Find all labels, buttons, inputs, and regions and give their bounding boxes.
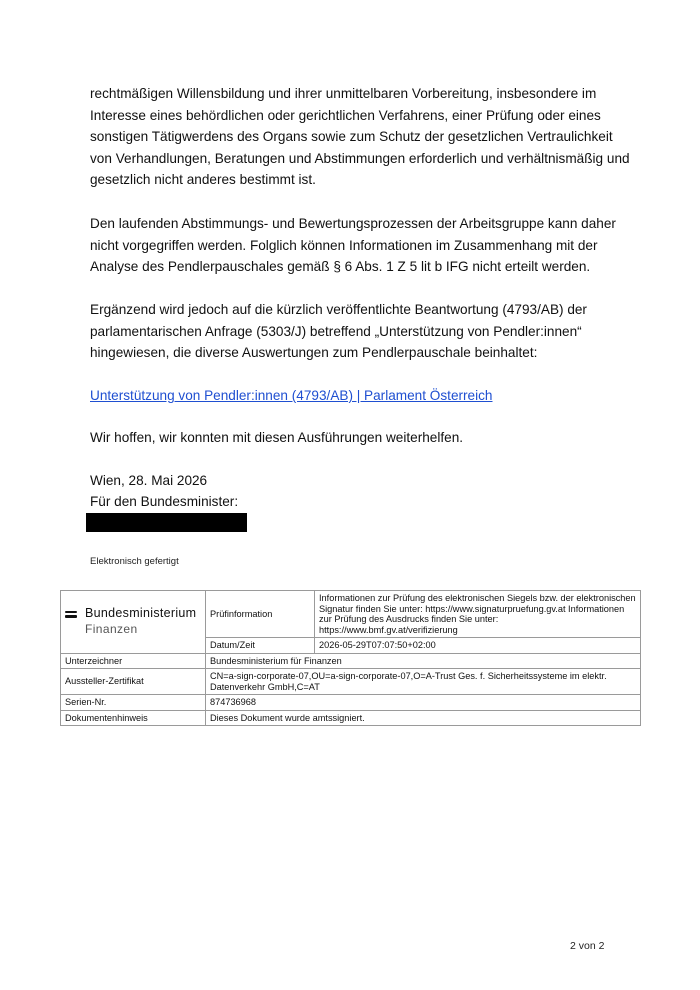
signature-table (60, 590, 641, 726)
table-value: Bundesministerium für Finanzen (206, 653, 641, 669)
table-row (61, 710, 641, 726)
table-value: CN=a-sign-corporate-07,OU=a-sign-corporate-07,O=A-Trust Ges. f. Sicherheitssysteme im elektr. Datenverkehr GmbH,C=AT (206, 669, 641, 695)
bmf-logo-mark-icon (65, 611, 77, 619)
logo-line-finance: Finanzen (85, 622, 138, 637)
paragraph-legal-basis: rechtmäßigen Willensbildung und ihrer unmittelbaren Vorbereitung, insbesondere im Interesse eines behördlichen oder gerichtlichen Verfahrens, einer Prüfung oder eines sonstigen Tätigwerdens des Organs sowie zum Schutz der gesetzlichen Vertraulichkeit von Verhandlungen, Beratungen und Abstimmungen erforderlich und verhältnismäßig und gesetzlich nicht anderes bestimmt ist. (90, 86, 630, 188)
page-number: 2 von 2 (570, 940, 605, 952)
table-value: Dieses Dokument wurde amtssigniert. (206, 710, 641, 726)
table-row (61, 669, 641, 695)
table-value: 874736968 (206, 695, 641, 711)
paragraph-working-group: Den laufenden Abstimmungs- und Bewertungsprozessen der Arbeitsgruppe kann daher nicht vorgegriffen werden. Folglich können Informationen im Zusammenhang mit der Analyse des Pendlerpauschales gemäß § 6 Abs. 1 Z 5 lit b IFG nicht erteilt werden. (90, 216, 616, 275)
table-label: Unterzeichner (61, 653, 206, 669)
logo-cell (61, 591, 206, 654)
electronic-signature-label: Elektronisch gefertigt (90, 556, 179, 567)
table-label: Serien-Nr. (61, 695, 206, 711)
table-label: Aussteller-Zertifikat (61, 669, 206, 695)
redacted-name-bar (86, 513, 247, 532)
table-label: Datum/Zeit (206, 638, 315, 654)
logo-line-ministry: Bundesministerium (85, 606, 197, 621)
paragraph-closing: Wir hoffen, wir konnten mit diesen Ausführungen weiterhelfen. (90, 430, 464, 445)
place-date: Wien, 28. Mai 2026 (90, 473, 208, 488)
signoff-line: Für den Bundesminister: (90, 494, 239, 509)
table-row (61, 591, 641, 638)
table-value: 2026-05-29T07:07:50+02:00 (315, 638, 641, 654)
paragraph-reference: Ergänzend wird jedoch auf die kürzlich veröffentlichte Beantwortung (4793/AB) der parlamentarischen Anfrage (5303/J) betreffend „Unterstützung von Pendler:innen“ hingewiesen, die diverse Auswertungen zum Pendlerpauschale beinhaltet: (90, 302, 587, 361)
table-label: Dokumentenhinweis (61, 710, 206, 726)
table-value: Informationen zur Prüfung des elektronischen Siegels bzw. der elektronischen Signatur finden Sie unter: https://www.signaturpruefung.gv.at Informationen zur Prüfung des Ausdrucks finden Sie unter: https://www.bmf.gv.at/verifizierung (315, 591, 641, 638)
bmf-logo (65, 606, 201, 637)
parlament-link[interactable]: Unterstützung von Pendler:innen (4793/AB) | Parlament Österreich (90, 388, 493, 403)
table-row (61, 695, 641, 711)
reference-link-line (90, 385, 630, 407)
table-row (61, 653, 641, 669)
table-label: Prüfinformation (206, 591, 315, 638)
